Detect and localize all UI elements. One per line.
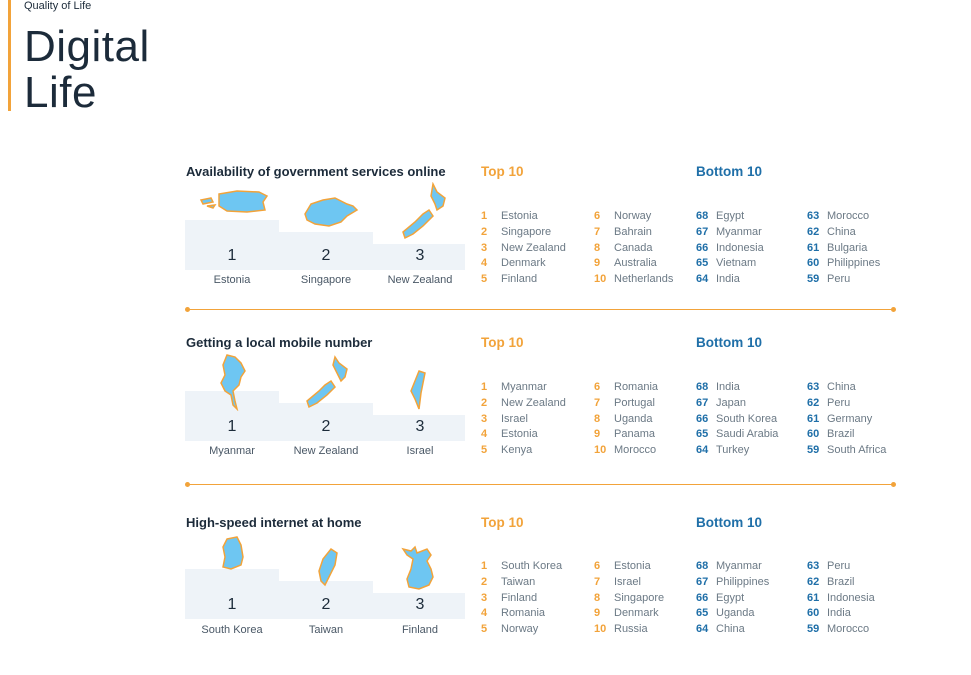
podium-rank-3: 3 (415, 247, 425, 264)
rank-number: 68 (696, 560, 709, 572)
rank-country: New Zealand (501, 241, 566, 254)
rank-item (696, 225, 764, 241)
rank-number: 61 (807, 241, 820, 254)
rank-item (594, 427, 658, 443)
top-list-6-10 (594, 559, 664, 638)
section-high-speed-internet (185, 515, 900, 675)
rank-country: South Korea (716, 412, 778, 425)
rank-item (807, 256, 880, 272)
rank-item (481, 241, 566, 257)
rank-country: Netherlands (614, 273, 674, 286)
rank-item (696, 396, 778, 412)
podium-rank-1: 1 (227, 596, 237, 613)
bottom-10-heading: Bottom 10 (696, 164, 763, 179)
top-10-heading: Top 10 (481, 164, 524, 179)
rank-country: China (716, 623, 745, 636)
rank-country: Uganda (614, 412, 653, 425)
rank-number: 10 (594, 273, 607, 286)
singapore-map-icon (301, 194, 359, 228)
rank-item (696, 427, 778, 443)
taiwan-map-icon (317, 547, 339, 587)
podium-country-2: New Zealand (293, 445, 359, 457)
rank-number: 1 (481, 560, 488, 572)
rank-country: Egypt (716, 591, 745, 604)
rank-item (807, 396, 886, 412)
rank-item (481, 272, 566, 288)
finland-map-icon (399, 545, 439, 591)
rank-item (807, 443, 886, 459)
rank-country: Canada (614, 241, 653, 254)
title-line-1: Digital (24, 22, 150, 71)
rank-number: 7 (594, 396, 601, 409)
podium-rank-3: 3 (415, 596, 425, 613)
rank-number: 3 (481, 591, 488, 604)
rank-number: 5 (481, 444, 488, 457)
rank-item (696, 241, 764, 257)
bottom-list-68-64 (696, 559, 769, 638)
rank-country: Romania (614, 381, 659, 393)
rank-country: Portugal (614, 396, 655, 409)
rank-item (594, 241, 673, 257)
section-title: Availability of government services online (186, 164, 446, 179)
rank-country: Morocco (827, 623, 870, 636)
rank-country: Denmark (501, 257, 546, 270)
top-list-6-10 (594, 209, 673, 288)
rank-number: 62 (807, 575, 820, 588)
rank-number: 4 (481, 607, 488, 620)
rank-country: Brazil (827, 575, 855, 588)
rank-country: Taiwan (501, 575, 536, 588)
rank-item (481, 622, 562, 638)
rank-item (696, 380, 778, 396)
rank-country: Indonesia (716, 241, 764, 254)
podium-rank-2: 2 (321, 418, 331, 435)
rank-item (594, 380, 658, 396)
rank-number: 8 (594, 241, 601, 254)
podium-country-2: Singapore (300, 274, 352, 286)
top-list-1-5 (481, 380, 566, 459)
rank-number: 10 (594, 623, 607, 636)
rank-item (594, 256, 673, 272)
podium-country-1: Estonia (213, 274, 251, 286)
section-divider (187, 484, 894, 485)
rank-number: 60 (807, 428, 820, 441)
rank-country: Israel (614, 575, 641, 588)
rank-country: Morocco (614, 444, 657, 457)
rank-country: Bulgaria (827, 241, 868, 254)
rank-country: Singapore (501, 225, 552, 238)
rank-item (594, 559, 664, 575)
rank-country: New Zealand (501, 396, 566, 409)
myanmar-map-icon (219, 353, 247, 411)
rank-country: Israel (501, 412, 528, 425)
rank-item (481, 427, 566, 443)
rank-item (594, 396, 658, 412)
rank-country: Egypt (716, 210, 745, 222)
rank-country: Brazil (827, 428, 855, 441)
rank-country: Uganda (716, 607, 755, 620)
rank-number: 2 (481, 396, 488, 409)
rank-country: Norway (614, 210, 652, 222)
rank-item (481, 591, 562, 607)
rank-number: 60 (807, 257, 820, 270)
rank-item (696, 272, 764, 288)
rank-number: 59 (807, 444, 820, 457)
rank-number: 65 (696, 428, 709, 441)
page-title (24, 24, 150, 116)
rank-item (481, 559, 562, 575)
top-list-6-10 (594, 380, 658, 459)
bottom-list-68-64 (696, 209, 764, 288)
rank-country: India (716, 381, 740, 393)
podium-country-3: Finland (401, 624, 439, 636)
rank-country: Indonesia (827, 591, 875, 604)
podium-country-2: Taiwan (308, 624, 344, 636)
rank-country: Turkey (716, 444, 750, 457)
rank-number: 67 (696, 225, 709, 238)
rank-number: 7 (594, 575, 601, 588)
rank-item (481, 225, 566, 241)
rank-country: Morocco (827, 210, 870, 222)
rank-item (807, 209, 880, 225)
rank-country: Vietnam (716, 257, 757, 270)
estonia-map-icon (197, 188, 269, 214)
rank-number: 63 (807, 210, 820, 222)
rank-number: 8 (594, 412, 601, 425)
rank-number: 61 (807, 412, 820, 425)
rank-number: 66 (696, 412, 709, 425)
rank-country: Philippines (827, 257, 881, 270)
rank-country: Singapore (614, 591, 665, 604)
rank-country: Australia (614, 257, 657, 270)
rank-item (481, 575, 562, 591)
podium-rank-1: 1 (227, 418, 237, 435)
rank-country: Saudi Arabia (716, 428, 779, 441)
rank-country: Myanmar (716, 225, 762, 238)
rank-item (594, 575, 664, 591)
rank-number: 6 (594, 381, 601, 393)
rank-item (807, 559, 875, 575)
section-local-mobile-number (185, 335, 900, 495)
rank-number: 68 (696, 381, 709, 393)
rank-item (696, 559, 769, 575)
rank-item (594, 606, 664, 622)
rank-item (807, 412, 886, 428)
rank-number: 59 (807, 273, 820, 286)
section-government-services (185, 164, 900, 324)
top-10-heading: Top 10 (481, 515, 524, 530)
rank-item (696, 209, 764, 225)
rank-country: Estonia (614, 560, 651, 572)
rank-country: Bahrain (614, 225, 652, 238)
rank-number: 2 (481, 225, 488, 238)
rank-item (807, 225, 880, 241)
rank-number: 1 (481, 381, 488, 393)
rank-item (594, 209, 673, 225)
rank-number: 63 (807, 381, 820, 393)
rank-country: Finland (501, 591, 538, 604)
top-10-heading: Top 10 (481, 335, 524, 350)
podium-rank-3: 3 (415, 418, 425, 435)
rank-item (594, 225, 673, 241)
rank-country: Myanmar (716, 560, 762, 572)
rank-item (481, 412, 566, 428)
page-kicker: Quality of Life (24, 0, 92, 12)
rank-number: 2 (481, 575, 488, 588)
bottom-10-heading: Bottom 10 (696, 515, 763, 530)
rank-item (807, 272, 880, 288)
new-zealand-map-icon (399, 182, 449, 240)
rank-country: Finland (501, 273, 538, 286)
rank-item (696, 591, 769, 607)
rank-country: Peru (827, 396, 851, 409)
rank-number: 61 (807, 591, 820, 604)
rank-item (807, 622, 875, 638)
south-korea-map-icon (221, 535, 245, 571)
rank-country: Peru (827, 273, 851, 286)
rank-item (594, 622, 664, 638)
rank-item (594, 272, 673, 288)
rank-number: 8 (594, 591, 601, 604)
new-zealand-map-icon (305, 355, 349, 409)
rank-item (807, 575, 875, 591)
section-divider (187, 309, 894, 310)
podium-country-1: South Korea (201, 624, 263, 636)
rank-item (594, 591, 664, 607)
rank-number: 9 (594, 428, 601, 441)
rank-item (481, 256, 566, 272)
rank-number: 68 (696, 210, 709, 222)
podium-rank-2: 2 (321, 596, 331, 613)
rank-number: 64 (696, 623, 709, 636)
rank-country: Norway (501, 623, 539, 636)
rank-country: Denmark (614, 607, 659, 620)
bottom-list-68-64 (696, 380, 778, 459)
rank-number: 5 (481, 273, 488, 286)
rank-number: 60 (807, 607, 820, 620)
rank-item (481, 209, 566, 225)
rank-number: 64 (696, 273, 709, 286)
bottom-10-heading: Bottom 10 (696, 335, 763, 350)
rank-item (481, 396, 566, 412)
rank-item (481, 380, 566, 396)
rank-country: Japan (716, 396, 746, 409)
rank-item (807, 241, 880, 257)
rank-number: 63 (807, 560, 820, 572)
rank-item (807, 591, 875, 607)
rank-number: 10 (594, 444, 607, 457)
rank-country: Panama (614, 428, 655, 441)
rank-item (807, 380, 886, 396)
rank-number: 4 (481, 257, 488, 270)
israel-map-icon (409, 369, 427, 411)
rank-number: 9 (594, 257, 601, 270)
section-title: Getting a local mobile number (186, 335, 373, 350)
rank-country: Myanmar (501, 381, 547, 393)
rank-item (696, 256, 764, 272)
rank-item (696, 575, 769, 591)
rank-number: 66 (696, 591, 709, 604)
rank-number: 64 (696, 444, 709, 457)
rank-country: Romania (501, 607, 546, 620)
title-line-2: Life (24, 68, 97, 117)
bottom-list-63-59 (807, 380, 886, 459)
rank-item (696, 622, 769, 638)
rank-country: China (827, 225, 856, 238)
rank-number: 65 (696, 607, 709, 620)
rank-item (696, 606, 769, 622)
podium-country-1: Myanmar (209, 445, 255, 457)
rank-item (594, 443, 658, 459)
rank-number: 67 (696, 396, 709, 409)
rank-number: 67 (696, 575, 709, 588)
rank-item (594, 412, 658, 428)
rank-country: India (716, 273, 740, 286)
rank-country: Kenya (501, 444, 533, 457)
podium-rank-1: 1 (227, 247, 237, 264)
rank-country: Russia (614, 623, 648, 636)
rank-item (696, 412, 778, 428)
rank-number: 65 (696, 257, 709, 270)
rank-number: 59 (807, 623, 820, 636)
rank-number: 62 (807, 225, 820, 238)
rank-number: 6 (594, 210, 601, 222)
rank-item (807, 606, 875, 622)
bottom-list-63-59 (807, 209, 880, 288)
rank-number: 6 (594, 560, 601, 572)
podium-country-3: Israel (406, 445, 434, 457)
podium-rank-2: 2 (321, 247, 331, 264)
section-title: High-speed internet at home (186, 515, 362, 530)
rank-number: 62 (807, 396, 820, 409)
bottom-list-63-59 (807, 559, 875, 638)
rank-country: Estonia (501, 428, 538, 441)
rank-country: China (827, 381, 856, 393)
rank-country: India (827, 607, 851, 620)
rank-country: Peru (827, 560, 851, 572)
rank-country: South Africa (827, 444, 887, 457)
rank-country: Germany (827, 412, 873, 425)
podium-country-3: New Zealand (387, 274, 453, 286)
rank-number: 3 (481, 241, 488, 254)
rank-item (807, 427, 886, 443)
accent-bar (8, 0, 11, 111)
rank-country: Philippines (716, 575, 770, 588)
rank-item (696, 443, 778, 459)
top-list-1-5 (481, 559, 562, 638)
rank-item (481, 443, 566, 459)
rank-number: 3 (481, 412, 488, 425)
rank-number: 4 (481, 428, 488, 441)
rank-item (481, 606, 562, 622)
rank-number: 5 (481, 623, 488, 636)
rank-country: South Korea (501, 560, 563, 572)
rank-number: 66 (696, 241, 709, 254)
rank-country: Estonia (501, 210, 538, 222)
top-list-1-5 (481, 209, 566, 288)
rank-number: 1 (481, 210, 488, 222)
rank-number: 7 (594, 225, 601, 238)
rank-number: 9 (594, 607, 601, 620)
